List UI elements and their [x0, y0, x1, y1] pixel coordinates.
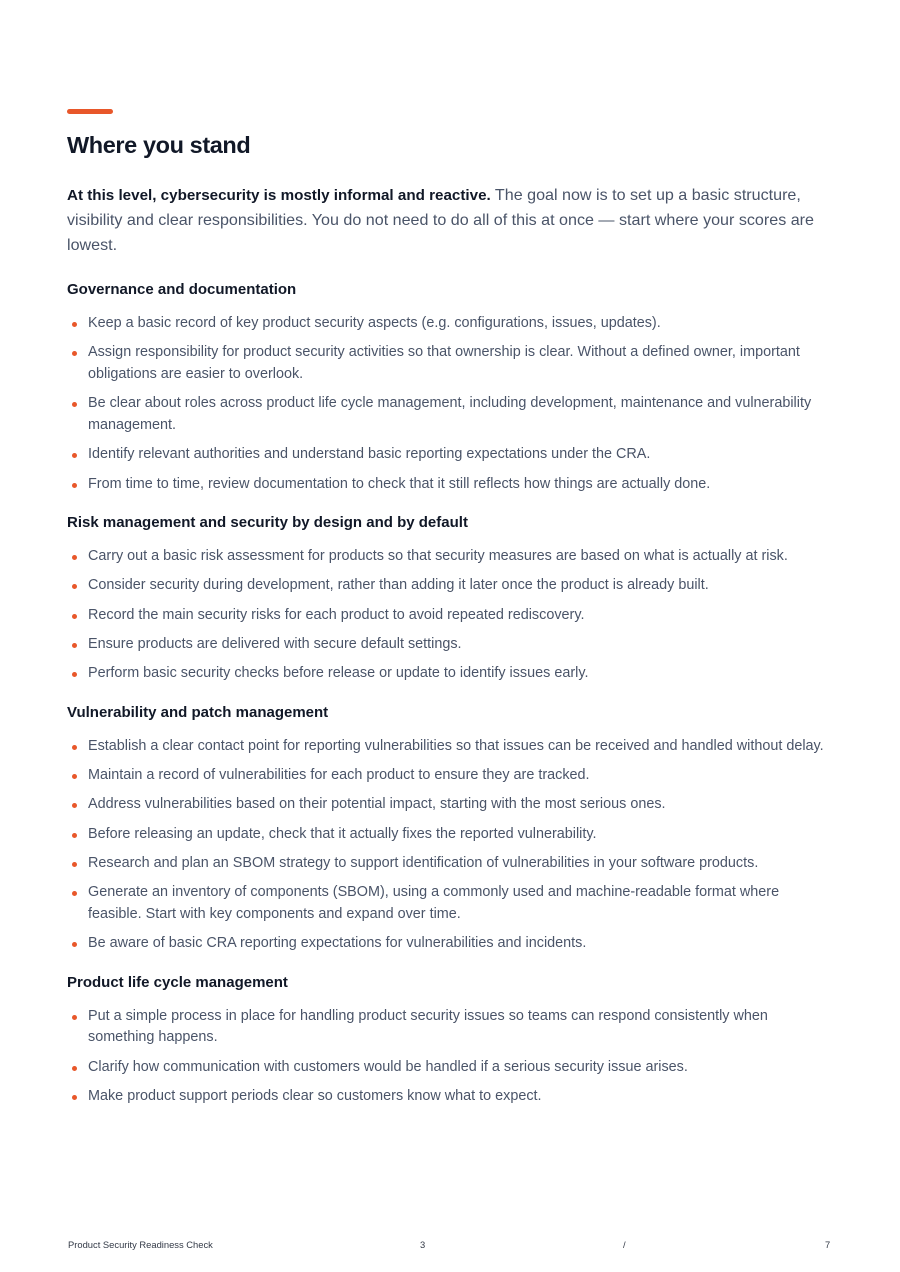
list-item: Ensure products are delivered with secure default settings. — [67, 634, 835, 656]
footer-document-name: Product Security Readiness Check — [68, 1239, 213, 1250]
page-title: Where you stand — [67, 132, 251, 158]
recommendation-list — [67, 1006, 835, 1108]
section-heading: Risk management and security by design and by default — [67, 513, 468, 531]
list-item: Keep a basic record of key product security aspects (e.g. configurations, issues, updates). — [67, 313, 835, 335]
list-item: Identify relevant authorities and understand basic reporting expectations under the CRA. — [67, 444, 835, 466]
list-item: Record the main security risks for each product to avoid repeated rediscovery. — [67, 605, 835, 627]
list-item: Put a simple process in place for handling product security issues so teams can respond consistently when something happens. — [67, 1006, 835, 1049]
recommendation-list — [67, 736, 835, 956]
section-governance — [67, 280, 835, 495]
footer-page-number: 3 — [420, 1239, 426, 1250]
recommendation-sections — [67, 280, 835, 1115]
list-item: Clarify how communication with customers would be handled if a serious security issue arises. — [67, 1057, 835, 1079]
list-item: Before releasing an update, check that it actually fixes the reported vulnerability. — [67, 824, 835, 846]
list-item: Be aware of basic CRA reporting expectations for vulnerabilities and incidents. — [67, 933, 835, 955]
section-heading: Vulnerability and patch management — [67, 703, 329, 721]
section-product-life-cycle — [67, 973, 835, 1108]
section-risk-management — [67, 513, 835, 685]
list-item: Establish a clear contact point for reporting vulnerabilities so that issues can be received and handled without delay. — [67, 736, 835, 758]
list-item: From time to time, review documentation to check that it still reflects how things are actually done. — [67, 474, 835, 496]
title-accent-bar — [67, 109, 113, 114]
section-heading: Governance and documentation — [67, 281, 297, 298]
list-item: Consider security during development, rather than adding it later once the product is already built. — [67, 575, 835, 597]
list-item: Assign responsibility for product security activities so that ownership is clear. Without a defined owner, important obligations are easier to overlook. — [67, 342, 835, 385]
intro-paragraph — [67, 183, 835, 257]
footer-page-total: 7 — [825, 1239, 831, 1250]
footer-page-separator: / — [623, 1239, 626, 1250]
intro-lead-text: At this level, cybersecurity is mostly informal and reactive. — [67, 187, 491, 204]
list-item: Make product support periods clear so customers know what to expect. — [67, 1086, 835, 1108]
recommendation-list — [67, 546, 835, 685]
section-vulnerability-management — [67, 703, 835, 956]
page-footer — [0, 1239, 900, 1251]
list-item: Research and plan an SBOM strategy to support identification of vulnerabilities in your software products. — [67, 853, 835, 875]
intro-body-text: The goal now is to set up a basic structure, visibility and clear responsibilities. You do not need to do all of this at once — start where your scores are lowest. — [67, 186, 814, 254]
recommendation-list — [67, 313, 835, 495]
list-item: Perform basic security checks before release or update to identify issues early. — [67, 663, 835, 685]
list-item: Be clear about roles across product life cycle management, including development, maintenance and vulnerability management. — [67, 393, 835, 436]
list-item: Address vulnerabilities based on their potential impact, starting with the most serious ones. — [67, 794, 835, 816]
section-heading: Product life cycle management — [67, 973, 288, 991]
list-item: Maintain a record of vulnerabilities for each product to ensure they are tracked. — [67, 765, 835, 787]
list-item: Carry out a basic risk assessment for products so that security measures are based on what is actually at risk. — [67, 546, 835, 568]
list-item: Generate an inventory of components (SBOM), using a commonly used and machine-readable format where feasible. Start with key components and expand over time. — [67, 882, 835, 925]
